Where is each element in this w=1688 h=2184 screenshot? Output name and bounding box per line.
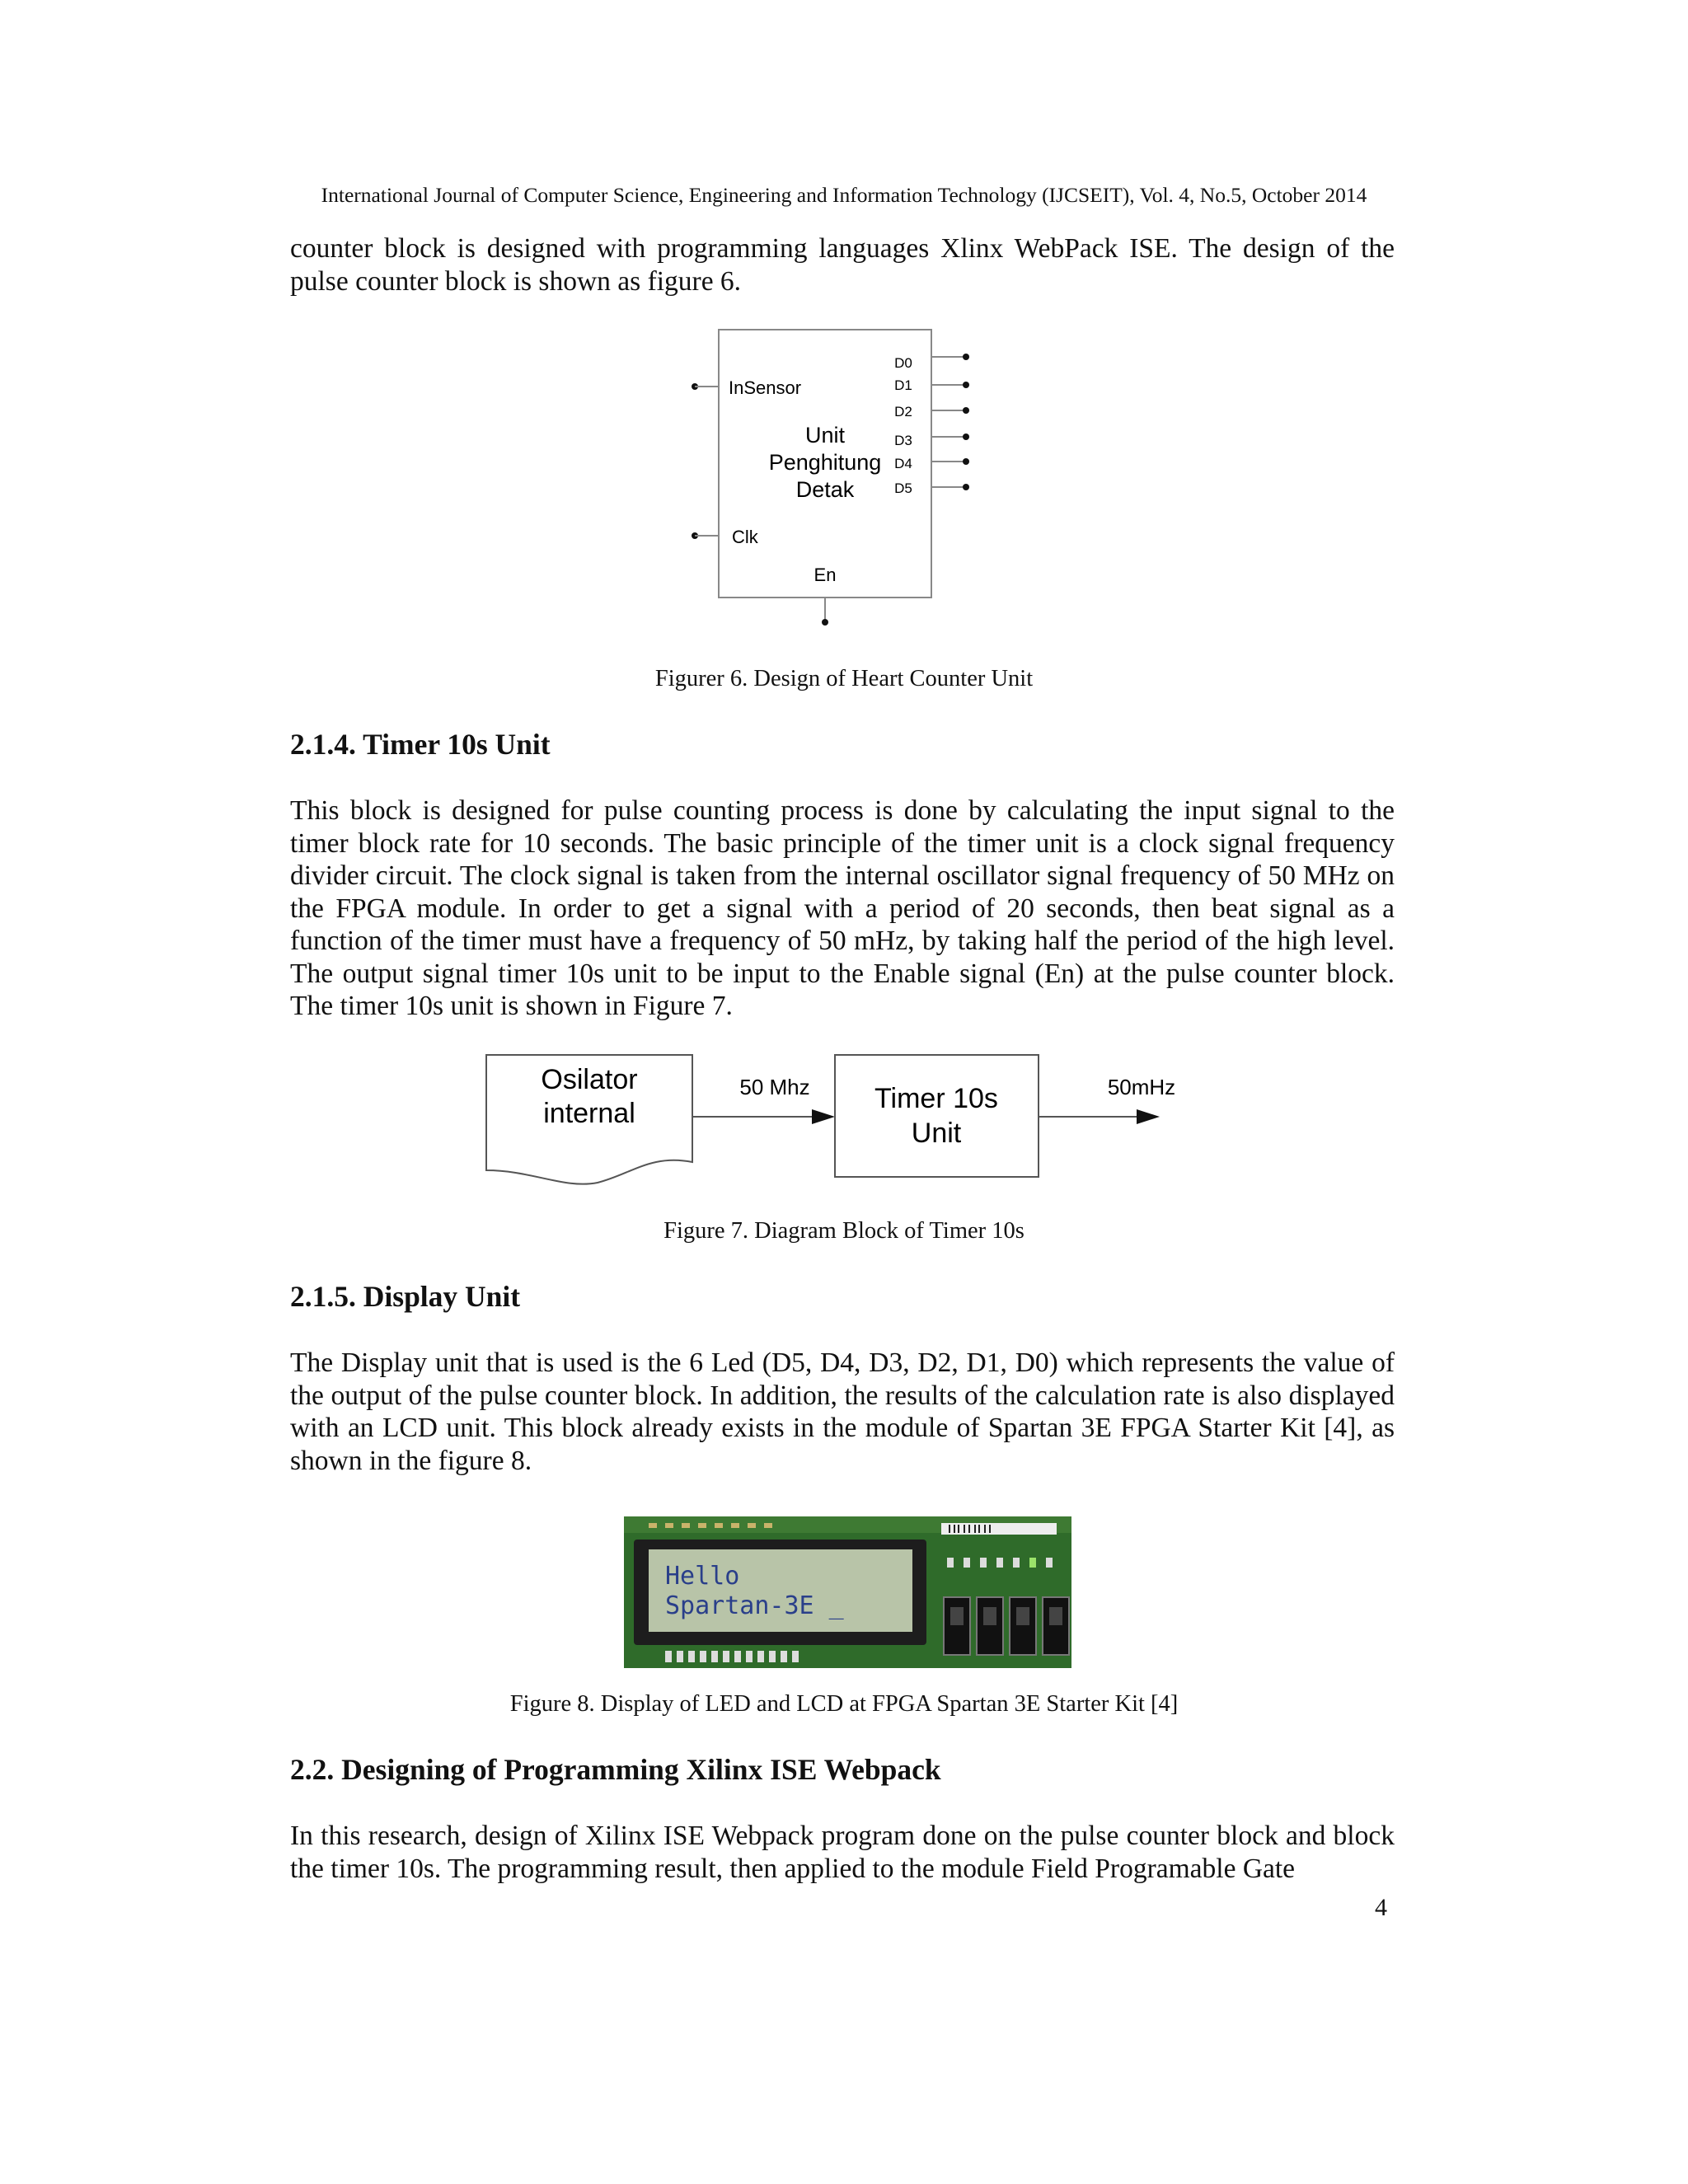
figure-7-caption: Figure 7. Diagram Block of Timer 10s (663, 1218, 1025, 1244)
page-number: 4 (1375, 1894, 1387, 1921)
output-label-d0: D0 (894, 355, 912, 371)
figure-8-caption: Figure 8. Display of LED and LCD at FPGA Spartan 3E Starter Kit [4] (509, 1691, 1179, 1717)
lcd-line-1: Hello (665, 1562, 740, 1591)
output-label-d2: D2 (894, 404, 912, 419)
section-22-paragraph: In this research, design of Xilinx ISE Webpack program done on the pulse counter block and block the timer 10s. The programming result, then applied to the module Field Programable Gate (290, 1821, 1395, 1884)
timer-label-line1: Timer 10s (874, 1083, 998, 1114)
output-label-d3: D3 (894, 433, 912, 448)
oscillator-label-line1: Osilator (541, 1064, 638, 1095)
figure-6-caption: Figurer 6. Design of Heart Counter Unit (654, 666, 1034, 691)
journal-header: International Journal of Computer Science, Engineering and Information Technology (IJCSEIT), Vol. 4, No.5, October 2014 (321, 183, 1367, 207)
figure-6-diagram (676, 326, 1006, 639)
intro-paragraph: counter block is designed with programming languages Xlinx WebPack ISE. The design of the pulse counter block is shown as figure 6. (290, 233, 1395, 297)
block-label-line2: Penghitung (768, 450, 882, 475)
arrow-1 (812, 1109, 835, 1124)
link1-label: 50 Mhz (739, 1075, 810, 1099)
output-label-d1: D1 (894, 377, 912, 393)
oscillator-label-line2: internal (543, 1098, 635, 1129)
clk-label: Clk (732, 527, 758, 547)
timer-label-line2: Unit (911, 1118, 962, 1149)
block-label-line1: Unit (804, 423, 846, 448)
output-label-d5: D5 (894, 480, 912, 496)
timer-block (835, 1055, 1039, 1177)
section-22-heading: 2.2. Designing of Programming Xilinx ISE Webpack (290, 1753, 941, 1786)
section-215-heading: 2.1.5. Display Unit (290, 1280, 521, 1313)
section-214-paragraph: This block is designed for pulse counting process is done by calculating the input signal to the timer block rate for 10 seconds. The basic principle of the timer unit is a clock signal frequency divider circuit. The clock signal is taken from the internal oscillator signal frequency of 50 MHz on the FPGA module. In order to get a signal with a period of 20 seconds, then beat signal as a function of the timer must have a frequency of 50 mHz, by taking half the period of the high level. The output signal timer 10s unit to be input to the Enable signal (En) at the pulse counter block. The timer 10s unit is shown in Figure 7. (290, 795, 1395, 1021)
figure-7-diagram (482, 1051, 1191, 1195)
enable-dot (822, 619, 828, 626)
block-label-line3: Detak (795, 477, 855, 502)
lcd-line-2: Spartan-3E _ (665, 1591, 844, 1620)
figure-8-photo (624, 1516, 1071, 1668)
arrow-2 (1137, 1109, 1160, 1124)
section-214-heading: 2.1.4. Timer 10s Unit (290, 728, 551, 761)
output-label-d4: D4 (894, 456, 912, 471)
insensor-label: InSensor (729, 377, 802, 398)
section-215-paragraph: The Display unit that is used is the 6 Led (D5, D4, D3, D2, D1, D0) which represents the value of the output of the pulse counter block. In addition, the results of the calculation rate is also displayed with an LCD unit. This block already exists in the module of Spartan 3E FPGA Starter Kit [4], as shown in the figure 8. (290, 1347, 1395, 1476)
enable-label: En (814, 565, 837, 585)
link2-label: 50mHz (1107, 1075, 1176, 1099)
